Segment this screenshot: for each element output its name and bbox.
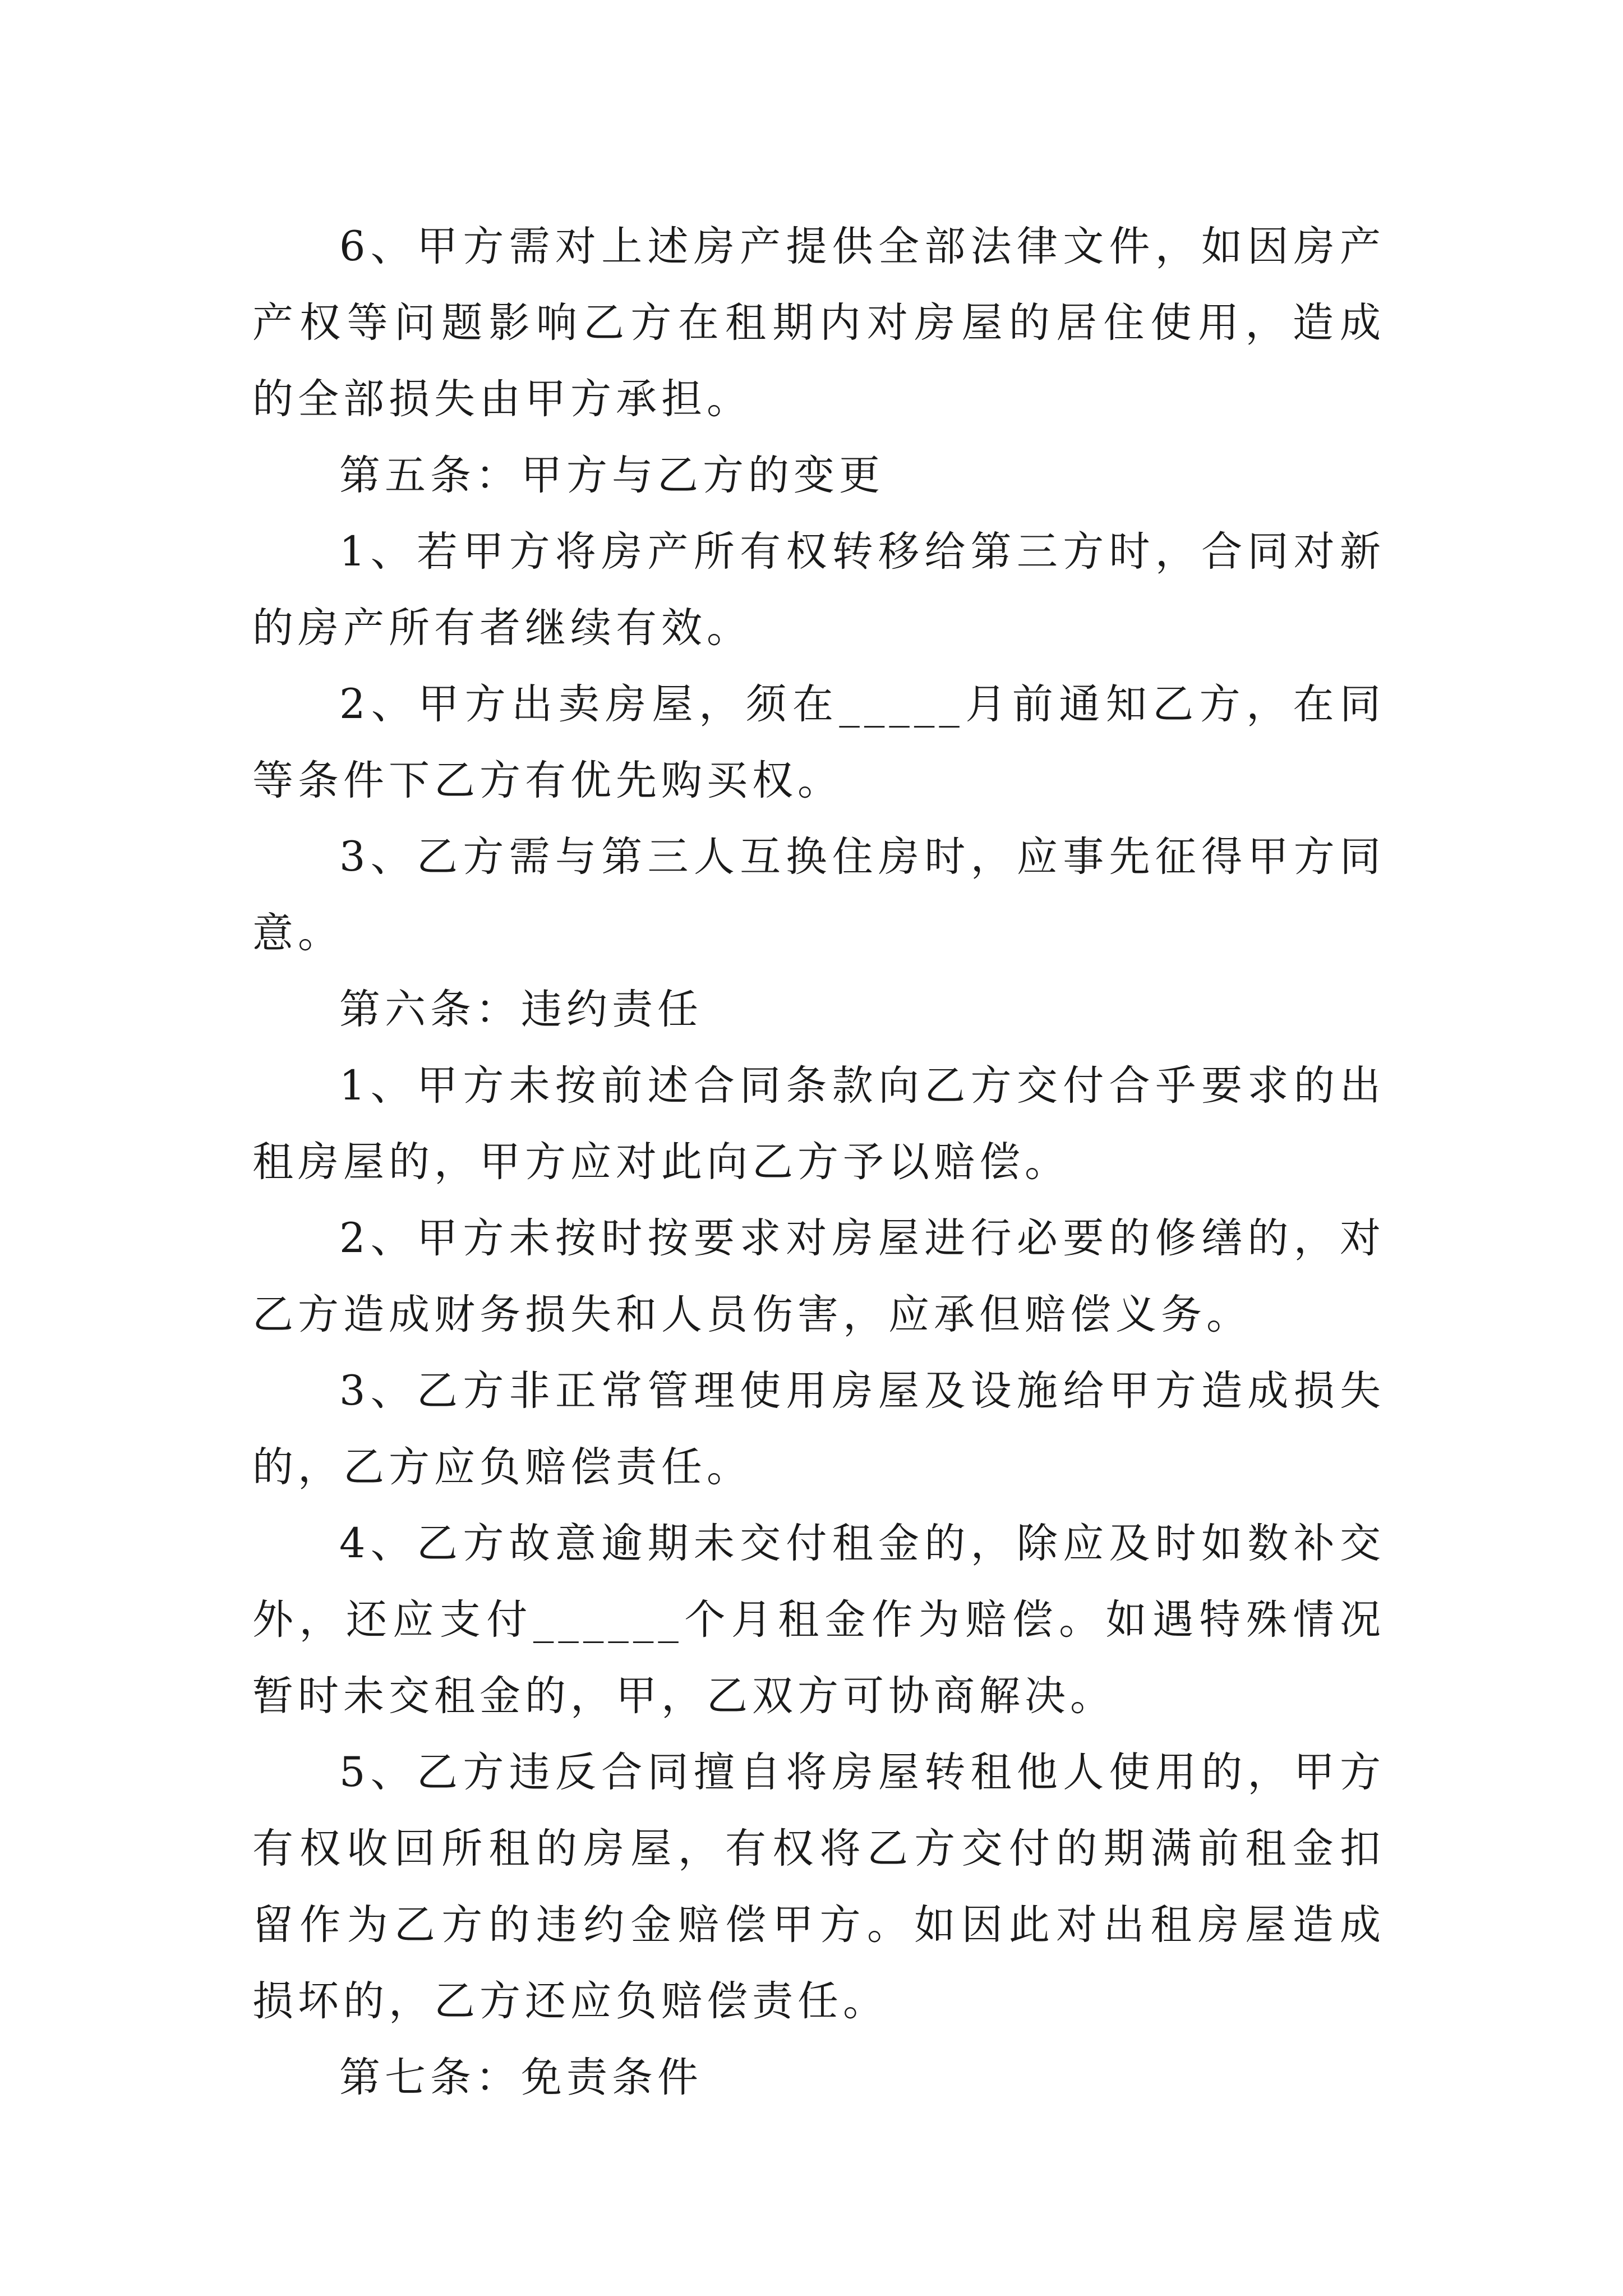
clause-6-item-1: 1、甲方未按前述合同条款向乙方交付合乎要求的出租房屋的，甲方应对此向乙方予以赔偿。 <box>252 1062 1385 1186</box>
clause-5-item-3: 3、乙方需与第三人互换住房时，应事先征得甲方同意。 <box>252 833 1385 957</box>
clause-6-item-2: 2、甲方未按时按要求对房屋进行必要的修缮的，对乙方造成财务损失和人员伤害，应承但赔偿义务。 <box>252 1214 1385 1338</box>
clause-6-item-3: 3、乙方非正常管理使用房屋及设施给甲方造成损失的，乙方应负赔偿责任。 <box>252 1367 1385 1491</box>
article-7-heading: 第七条：免责条件 <box>339 2054 703 2101</box>
clause-6-item-5: 5、乙方违反合同擅自将房屋转租他人使用的，甲方有权收回所租的房屋，有权将乙方交付的期满前租金扣留作为乙方的违约金赔偿甲方。如因此对出租房屋造成损坏的，乙方还应负赔偿责任。 <box>252 1749 1385 2025</box>
article-6-heading: 第六条：违约责任 <box>339 986 703 1033</box>
clause-4-item-6: 6、甲方需对上述房产提供全部法律文件，如因房产产权等问题影响乙方在租期内对房屋的居住使用，造成的全部损失由甲方承担。 <box>252 223 1385 423</box>
clause-5-item-1: 1、若甲方将房产所有权转移给第三方时，合同对新的房产所有者继续有效。 <box>252 528 1385 652</box>
clause-5-item-2: 2、甲方出卖房屋，须在_____月前通知乙方，在同等条件下乙方有优先购买权。 <box>252 680 1385 804</box>
clause-6-item-4: 4、乙方故意逾期未交付租金的，除应及时如数补交外，还应支付______个月租金作为赔偿。如遇特殊情况暂时未交租金的，甲，乙双方可协商解决。 <box>252 1520 1385 1720</box>
article-5-heading: 第五条：甲方与乙方的变更 <box>339 452 884 499</box>
document-page <box>252 209 1385 2116</box>
